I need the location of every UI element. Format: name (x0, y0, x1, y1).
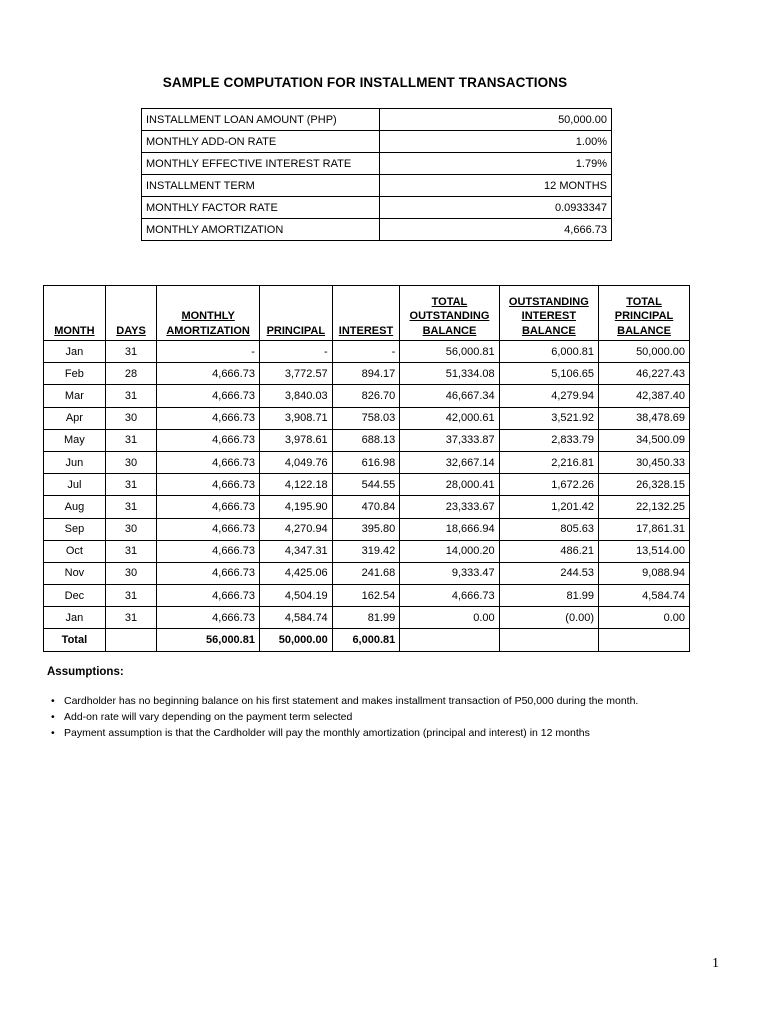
table-row (44, 585, 690, 607)
table-row (44, 341, 690, 363)
column-header-text: BALANCE (617, 324, 671, 337)
summary-label: INSTALLMENT TERM (142, 175, 380, 197)
table-cell: 4,666.73 (157, 363, 260, 385)
table-cell: 4,195.90 (259, 496, 332, 518)
total-row (44, 629, 690, 651)
summary-label: MONTHLY FACTOR RATE (142, 197, 380, 219)
column-header-text: TOTAL (431, 295, 468, 308)
table-cell: May (44, 429, 106, 451)
assumption-text: Payment assumption is that the Cardholder will pay the monthly amortization (principal and interest) in 12 months (64, 727, 590, 739)
table-cell: 22,132.25 (599, 496, 690, 518)
table-cell: 42,000.61 (400, 407, 499, 429)
table-cell: 30 (105, 562, 156, 584)
table-cell: 51,334.08 (400, 363, 499, 385)
column-header (44, 286, 106, 341)
table-row (44, 363, 690, 385)
table-cell: 4,347.31 (259, 540, 332, 562)
table-cell: 4,666.73 (157, 540, 260, 562)
column-header (332, 286, 400, 341)
table-cell: 81.99 (499, 585, 598, 607)
table-cell (400, 629, 499, 651)
table-row (44, 429, 690, 451)
table-cell: 5,106.65 (499, 363, 598, 385)
table-cell: 4,584.74 (259, 607, 332, 629)
summary-label: INSTALLMENT LOAN AMOUNT (PHP) (142, 109, 380, 131)
table-cell: 3,908.71 (259, 407, 332, 429)
table-cell: - (157, 341, 260, 363)
table-cell: 42,387.40 (599, 385, 690, 407)
summary-label: MONTHLY ADD-ON RATE (142, 131, 380, 153)
table-cell: 50,000.00 (599, 341, 690, 363)
bullet-icon: • (51, 727, 55, 739)
table-cell: 1,672.26 (499, 474, 598, 496)
table-cell: Nov (44, 562, 106, 584)
table-cell: 3,521.92 (499, 407, 598, 429)
assumption-text: Add-on rate will vary depending on the payment term selected (64, 711, 353, 723)
table-cell: 28 (105, 363, 156, 385)
bullet-icon: • (51, 711, 55, 723)
table-cell: 1,201.42 (499, 496, 598, 518)
table-cell: 0.00 (599, 607, 690, 629)
column-header-text: AMORTIZATION (166, 324, 250, 337)
table-cell: 162.54 (332, 585, 400, 607)
table-cell: - (332, 341, 400, 363)
table-cell: 4,666.73 (157, 429, 260, 451)
table-cell: 28,000.41 (400, 474, 499, 496)
table-cell: 244.53 (499, 562, 598, 584)
table-cell: 4,666.73 (157, 407, 260, 429)
summary-row (142, 197, 612, 219)
table-cell: 4,425.06 (259, 562, 332, 584)
column-header-text: MONTH (54, 324, 95, 337)
table-cell: 6,000.81 (499, 341, 598, 363)
table-cell: 14,000.20 (400, 540, 499, 562)
table-cell: 9,333.47 (400, 562, 499, 584)
table-cell: 9,088.94 (599, 562, 690, 584)
column-header (499, 286, 598, 341)
table-cell: 319.42 (332, 540, 400, 562)
summary-value: 1.00% (380, 131, 612, 153)
table-row (44, 474, 690, 496)
column-header (599, 286, 690, 341)
table-cell: 241.68 (332, 562, 400, 584)
table-cell: 46,667.34 (400, 385, 499, 407)
table-cell: Total (44, 629, 106, 651)
column-header-text: BALANCE (521, 324, 576, 337)
table-cell (105, 629, 156, 651)
table-row (44, 562, 690, 584)
table-cell: 18,666.94 (400, 518, 499, 540)
table-cell: 395.80 (332, 518, 400, 540)
table-cell: 13,514.00 (599, 540, 690, 562)
table-cell: 31 (105, 585, 156, 607)
summary-row (142, 153, 612, 175)
table-cell: 38,478.69 (599, 407, 690, 429)
table-cell (499, 629, 598, 651)
table-cell: 4,122.18 (259, 474, 332, 496)
table-cell: Jul (44, 474, 106, 496)
table-cell: 50,000.00 (259, 629, 332, 651)
page-number: 1 (712, 956, 719, 971)
table-cell: 3,840.03 (259, 385, 332, 407)
column-header-text: INTEREST (338, 324, 394, 337)
table-cell: 2,833.79 (499, 429, 598, 451)
table-cell: 6,000.81 (332, 629, 400, 651)
table-cell: Sep (44, 518, 106, 540)
summary-value: 0.0933347 (380, 197, 612, 219)
table-cell: 23,333.67 (400, 496, 499, 518)
table-cell: 34,500.09 (599, 429, 690, 451)
table-row (44, 407, 690, 429)
table-cell: 0.00 (400, 607, 499, 629)
table-cell: 3,978.61 (259, 429, 332, 451)
table-cell: (0.00) (499, 607, 598, 629)
table-cell: 56,000.81 (400, 341, 499, 363)
column-header (400, 286, 499, 341)
table-cell: Mar (44, 385, 106, 407)
amortization-schedule-table (43, 285, 690, 652)
table-cell: 894.17 (332, 363, 400, 385)
table-cell: 31 (105, 540, 156, 562)
table-cell: 4,666.73 (157, 385, 260, 407)
summary-row (142, 219, 612, 241)
table-row (44, 607, 690, 629)
column-header-text: TOTAL PRINCIPAL (614, 295, 674, 322)
assumptions-list (47, 693, 638, 741)
table-cell: 4,666.73 (157, 474, 260, 496)
assumption-text: Cardholder has no beginning balance on his first statement and makes installment transaction of P50,000 during the month. (64, 695, 639, 707)
table-cell: 31 (105, 474, 156, 496)
table-cell: Jan (44, 341, 106, 363)
table-cell: 4,584.74 (599, 585, 690, 607)
table-cell: 31 (105, 496, 156, 518)
assumptions-title: Assumptions: (47, 666, 124, 678)
column-header-text: OUTSTANDING (409, 310, 490, 322)
column-header (259, 286, 332, 341)
table-cell: 4,666.73 (157, 585, 260, 607)
table-cell: 544.55 (332, 474, 400, 496)
column-header-text: INTEREST (521, 310, 577, 322)
table-cell: 81.99 (332, 607, 400, 629)
table-cell: Aug (44, 496, 106, 518)
summary-value: 50,000.00 (380, 109, 612, 131)
column-header-text: DAYS (116, 324, 146, 337)
table-cell: Jun (44, 451, 106, 473)
column-header-text: PRINCIPAL (266, 324, 326, 337)
table-cell: 31 (105, 385, 156, 407)
table-cell: 805.63 (499, 518, 598, 540)
table-cell: 30 (105, 451, 156, 473)
table-cell: Dec (44, 585, 106, 607)
table-cell: Feb (44, 363, 106, 385)
column-header-text: BALANCE (422, 324, 477, 337)
table-cell: 17,861.31 (599, 518, 690, 540)
table-row (44, 518, 690, 540)
column-header (157, 286, 260, 341)
table-cell: 470.84 (332, 496, 400, 518)
table-cell: 826.70 (332, 385, 400, 407)
table-cell: 30 (105, 518, 156, 540)
summary-label: MONTHLY AMORTIZATION (142, 219, 380, 241)
column-header-text: OUTSTANDING (508, 295, 589, 308)
table-cell: 4,049.76 (259, 451, 332, 473)
table-row (44, 496, 690, 518)
assumption-item (47, 725, 638, 741)
assumption-item (47, 693, 638, 709)
table-cell: 4,666.73 (157, 451, 260, 473)
table-cell: Apr (44, 407, 106, 429)
summary-value: 12 MONTHS (380, 175, 612, 197)
table-row (44, 451, 690, 473)
table-cell: 4,270.94 (259, 518, 332, 540)
column-header (105, 286, 156, 341)
table-cell: Oct (44, 540, 106, 562)
summary-row (142, 175, 612, 197)
table-cell: 31 (105, 607, 156, 629)
table-cell: 32,667.14 (400, 451, 499, 473)
table-cell: 486.21 (499, 540, 598, 562)
table-cell: 30,450.33 (599, 451, 690, 473)
table-cell: 2,216.81 (499, 451, 598, 473)
table-cell: 31 (105, 341, 156, 363)
table-cell: 4,666.73 (157, 496, 260, 518)
summary-value: 4,666.73 (380, 219, 612, 241)
bullet-icon: • (51, 695, 55, 707)
table-cell: 46,227.43 (599, 363, 690, 385)
table-row (44, 540, 690, 562)
column-header-text: MONTHLY (181, 310, 235, 322)
table-cell: 56,000.81 (157, 629, 260, 651)
loan-summary-table (141, 108, 612, 241)
table-cell: 758.03 (332, 407, 400, 429)
summary-label: MONTHLY EFFECTIVE INTEREST RATE (142, 153, 380, 175)
assumption-item (47, 709, 638, 725)
schedule-header-row (44, 286, 690, 341)
table-cell: 3,772.57 (259, 363, 332, 385)
table-cell: 4,279.94 (499, 385, 598, 407)
table-cell: Jan (44, 607, 106, 629)
table-row (44, 385, 690, 407)
table-cell: 37,333.87 (400, 429, 499, 451)
summary-row (142, 131, 612, 153)
table-cell: 4,666.73 (157, 607, 260, 629)
table-cell: - (259, 341, 332, 363)
summary-value: 1.79% (380, 153, 612, 175)
table-cell: 688.13 (332, 429, 400, 451)
table-cell: 4,666.73 (400, 585, 499, 607)
table-cell: 616.98 (332, 451, 400, 473)
table-cell: 4,666.73 (157, 518, 260, 540)
table-cell: 4,666.73 (157, 562, 260, 584)
summary-row (142, 109, 612, 131)
table-cell: 26,328.15 (599, 474, 690, 496)
table-cell (599, 629, 690, 651)
table-cell: 4,504.19 (259, 585, 332, 607)
table-cell: 30 (105, 407, 156, 429)
table-cell: 31 (105, 429, 156, 451)
page-title: SAMPLE COMPUTATION FOR INSTALLMENT TRANSACTIONS (162, 75, 568, 90)
